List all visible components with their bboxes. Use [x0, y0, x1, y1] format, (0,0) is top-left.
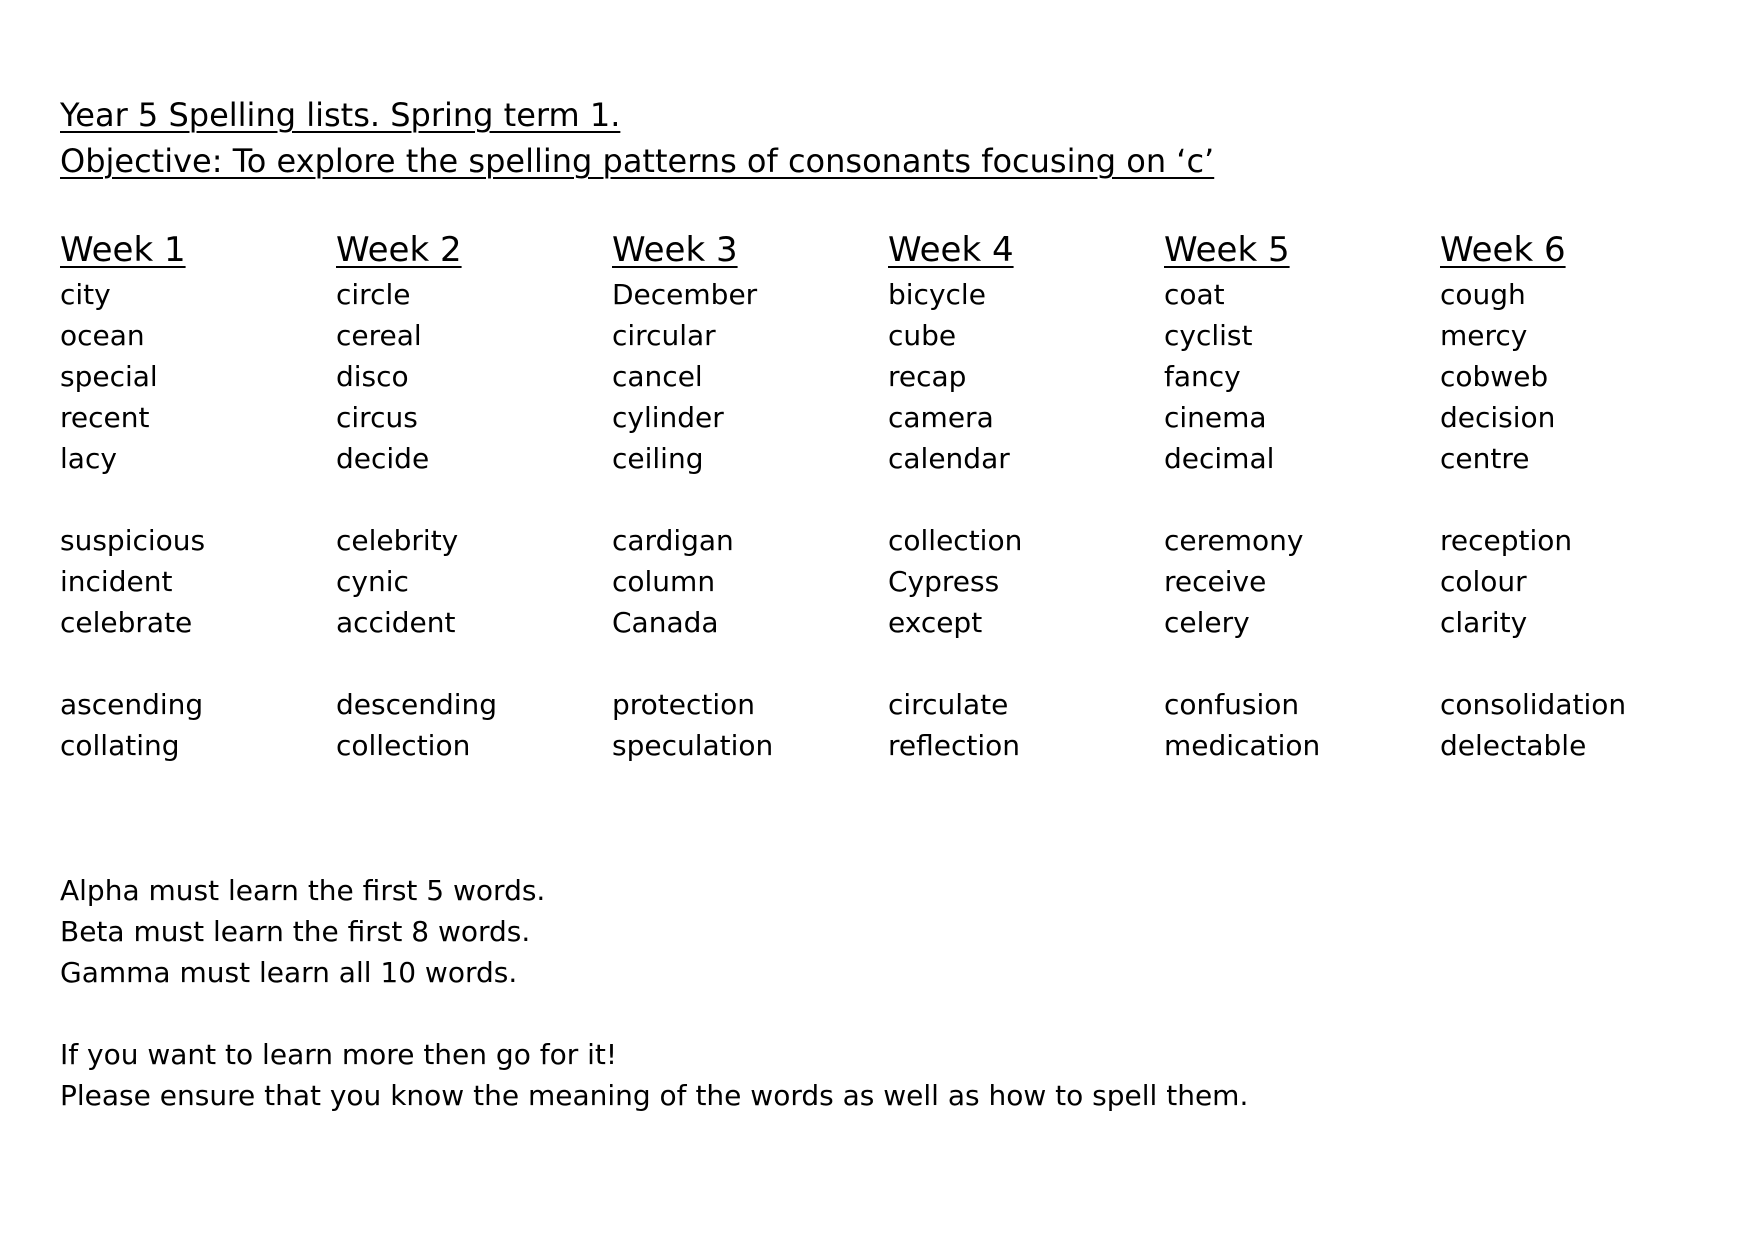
week-title: Week 5: [1164, 230, 1290, 270]
word: December: [612, 278, 758, 311]
word: celebrate: [60, 606, 193, 639]
week-column: [1440, 228, 1716, 766]
word: column: [612, 565, 716, 598]
word: Canada: [612, 606, 719, 639]
week-column: [888, 228, 1164, 766]
word: confusion: [1164, 688, 1300, 721]
word: decide: [336, 442, 430, 475]
word: suspicious: [60, 524, 206, 557]
word: collection: [888, 524, 1023, 557]
note-beta: Beta must learn the first 8 words.: [60, 915, 531, 948]
word-group: [1164, 684, 1440, 766]
word: collating: [60, 729, 180, 762]
word-group: [1440, 274, 1716, 479]
word: cynic: [336, 565, 409, 598]
word: collection: [336, 729, 471, 762]
note-alpha: Alpha must learn the first 5 words.: [60, 874, 546, 907]
word-group: [60, 274, 336, 479]
word: cinema: [1164, 401, 1267, 434]
word: disco: [336, 360, 409, 393]
word: bicycle: [888, 278, 986, 311]
week-title: Week 2: [336, 230, 462, 270]
word: decimal: [1164, 442, 1275, 475]
word: circular: [612, 319, 716, 352]
word: circulate: [888, 688, 1009, 721]
week-title: Week 3: [612, 230, 738, 270]
spacer: [60, 993, 1700, 1034]
week-column: [612, 228, 888, 766]
word: cancel: [612, 360, 703, 393]
word: city: [60, 278, 111, 311]
weeks-table: [60, 228, 1700, 788]
word: cyclist: [1164, 319, 1253, 352]
objective: Objective: To explore the spelling patterns of consonants focusing on ‘c’: [60, 142, 1215, 180]
word-group: [1440, 520, 1716, 643]
note-extra: If you want to learn more then go for it!: [60, 1038, 618, 1071]
spelling-sheet: [60, 92, 1700, 1112]
word-group: [612, 684, 888, 766]
word: protection: [612, 688, 756, 721]
word: cough: [1440, 278, 1526, 311]
word: calendar: [888, 442, 1010, 475]
word: delectable: [1440, 729, 1587, 762]
word: ceiling: [612, 442, 704, 475]
note-gamma: Gamma must learn all 10 words.: [60, 956, 518, 989]
word: coat: [1164, 278, 1225, 311]
word: circle: [336, 278, 411, 311]
word: Cypress: [888, 565, 1000, 598]
word: cereal: [336, 319, 422, 352]
word: cylinder: [612, 401, 724, 434]
word: special: [60, 360, 158, 393]
word: speculation: [612, 729, 774, 762]
word: colour: [1440, 565, 1527, 598]
word: except: [888, 606, 983, 639]
word-group: [888, 684, 1164, 766]
word-group: [888, 520, 1164, 643]
word-group: [60, 520, 336, 643]
word: fancy: [1164, 360, 1241, 393]
word: ceremony: [1164, 524, 1304, 557]
word: recap: [888, 360, 967, 393]
word: cardigan: [612, 524, 734, 557]
word: centre: [1440, 442, 1530, 475]
week-title: Week 1: [60, 230, 186, 270]
word: circus: [336, 401, 418, 434]
word-group: [60, 684, 336, 766]
word: mercy: [1440, 319, 1528, 352]
week-title: Week 6: [1440, 230, 1566, 270]
word: ascending: [60, 688, 204, 721]
word-group: [336, 274, 612, 479]
word: incident: [60, 565, 173, 598]
word: cobweb: [1440, 360, 1549, 393]
word-group: [612, 520, 888, 643]
word: recent: [60, 401, 150, 434]
word-group: [336, 684, 612, 766]
word: celery: [1164, 606, 1250, 639]
week-column: [336, 228, 612, 766]
word: clarity: [1440, 606, 1528, 639]
week-title: Week 4: [888, 230, 1014, 270]
word-group: [888, 274, 1164, 479]
word: camera: [888, 401, 994, 434]
instructions: [60, 870, 1700, 1116]
word: cube: [888, 319, 957, 352]
page-title: Year 5 Spelling lists. Spring term 1.: [60, 96, 621, 134]
word: medication: [1164, 729, 1321, 762]
week-column: [60, 228, 336, 766]
word: celebrity: [336, 524, 459, 557]
word-group: [336, 520, 612, 643]
word-group: [1164, 274, 1440, 479]
word: reception: [1440, 524, 1573, 557]
word: descending: [336, 688, 498, 721]
word: lacy: [60, 442, 117, 475]
word: decision: [1440, 401, 1556, 434]
word-group: [1440, 684, 1716, 766]
word-group: [1164, 520, 1440, 643]
word: ocean: [60, 319, 145, 352]
word: accident: [336, 606, 456, 639]
word-group: [612, 274, 888, 479]
word: consolidation: [1440, 688, 1627, 721]
word: reflection: [888, 729, 1021, 762]
word: receive: [1164, 565, 1267, 598]
week-column: [1164, 228, 1440, 766]
note-meaning: Please ensure that you know the meaning of the words as well as how to spell them.: [60, 1079, 1249, 1112]
